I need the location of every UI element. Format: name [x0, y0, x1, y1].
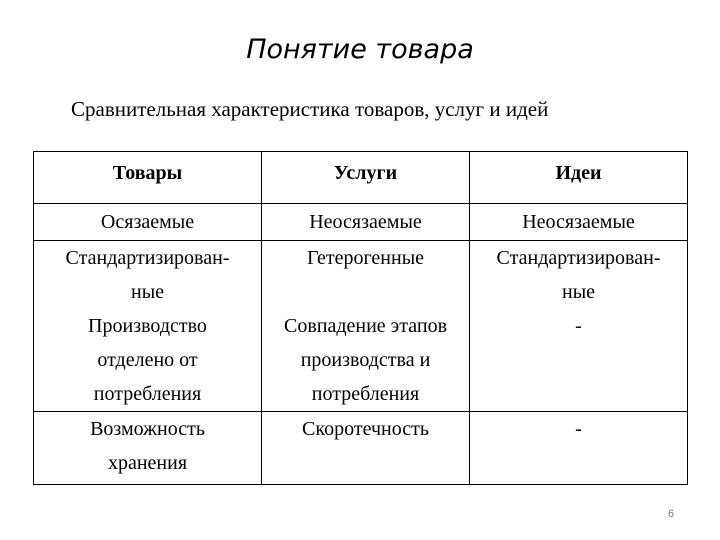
cell-services-tangibility [262, 204, 470, 241]
cell-line: Осязаемые [100, 211, 195, 233]
cell-goods-storage [34, 412, 262, 485]
cell-line: производства и [300, 349, 431, 371]
cell-line: - [575, 315, 582, 337]
cell-line: - [575, 418, 582, 440]
table-row [34, 412, 688, 485]
cell-line: хранения [107, 452, 188, 474]
comparison-table [33, 151, 688, 485]
header-ideas: Идеи [470, 152, 688, 204]
cell-ideas-storage [470, 412, 688, 485]
header-goods: Товары [34, 152, 262, 204]
page-number: 6 [668, 508, 675, 520]
cell-line-empty [262, 275, 469, 309]
cell-ideas-tangibility [470, 204, 688, 241]
table-row [34, 204, 688, 241]
cell-services-standardization [262, 241, 470, 412]
cell-line: Стандартизирован- [65, 247, 230, 269]
cell-line: ные [561, 281, 596, 303]
cell-line: Совпадение этапов [283, 315, 448, 337]
table-header-row [34, 152, 688, 204]
cell-goods-standardization [34, 241, 262, 412]
cell-line: отделено от [97, 349, 198, 371]
cell-goods-tangibility [34, 204, 262, 241]
cell-line: Возможность [90, 418, 205, 440]
cell-line: потребления [93, 383, 202, 405]
slide-subtitle: Сравнительная характеристика товаров, услуг и идей [71, 97, 549, 121]
cell-ideas-standardization [470, 241, 688, 412]
cell-line: Неосязаемые [309, 211, 422, 233]
cell-line: Стандартизирован- [496, 247, 661, 269]
cell-line: Скоротечность [302, 418, 429, 440]
header-services: Услуги [262, 152, 470, 204]
cell-line: потребления [311, 383, 420, 405]
cell-line: Неосязаемые [522, 211, 635, 233]
table-row [34, 241, 688, 412]
cell-services-storage [262, 412, 470, 485]
slide-title: Понятие товара [246, 34, 474, 65]
cell-line: Производство [88, 315, 207, 337]
cell-line: Гетерогенные [306, 247, 425, 269]
cell-line: ные [130, 281, 165, 303]
